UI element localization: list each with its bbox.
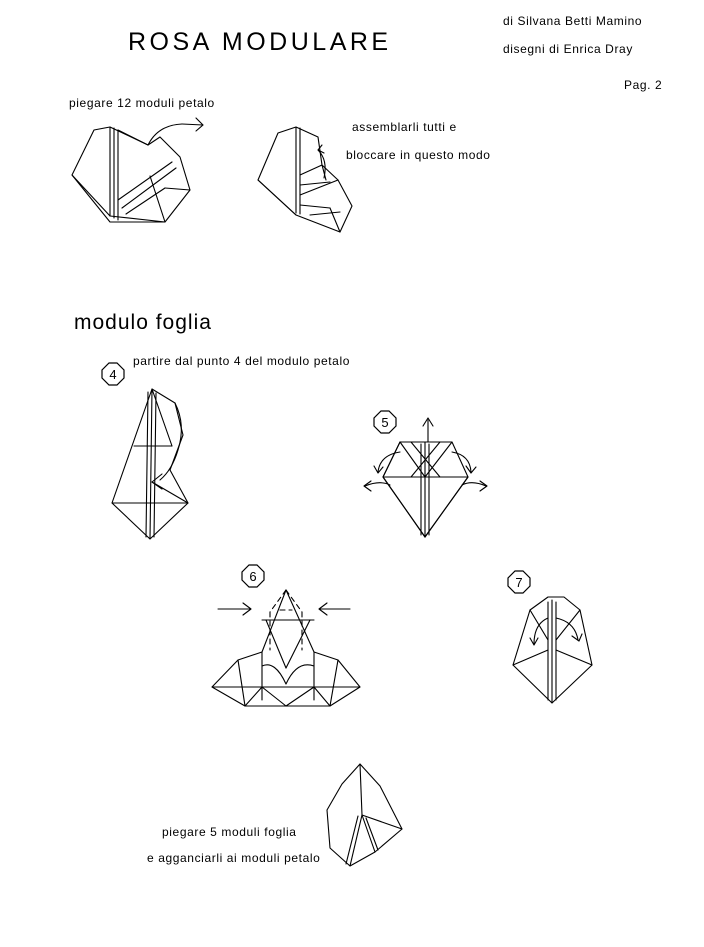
step-number-7: 7 (515, 574, 523, 590)
author-credit: di Silvana Betti Mamino (503, 14, 643, 28)
step-number-4: 4 (109, 366, 117, 382)
leaf-module-diagram (327, 764, 402, 866)
caption-hook-leaf-modules: e agganciarli ai moduli petalo (147, 851, 321, 865)
caption-lock: bloccare in questo modo (346, 148, 491, 162)
step-number-5: 5 (381, 414, 389, 430)
assembled-petal-diagram (258, 127, 352, 232)
caption-assemble: assemblarli tutti e (352, 120, 457, 134)
drawings-credit: disegni di Enrica Dray (503, 42, 633, 56)
step-4-diagram (112, 389, 188, 539)
step-7-diagram (513, 597, 592, 703)
step-number-6: 6 (249, 568, 257, 584)
step-6-diagram (212, 590, 360, 706)
caption-fold-leaf-modules: piegare 5 moduli foglia (162, 825, 297, 839)
step4-note: partire dal punto 4 del modulo petalo (133, 354, 351, 368)
petal-module-diagram (72, 118, 203, 222)
step-5-diagram (364, 418, 487, 537)
caption-fold-petal-modules: piegare 12 moduli petalo (69, 96, 215, 110)
page-number: Pag. 2 (624, 78, 663, 92)
page-title: ROSA MODULARE (128, 28, 392, 56)
section-title-leaf-module: modulo foglia (74, 311, 212, 334)
